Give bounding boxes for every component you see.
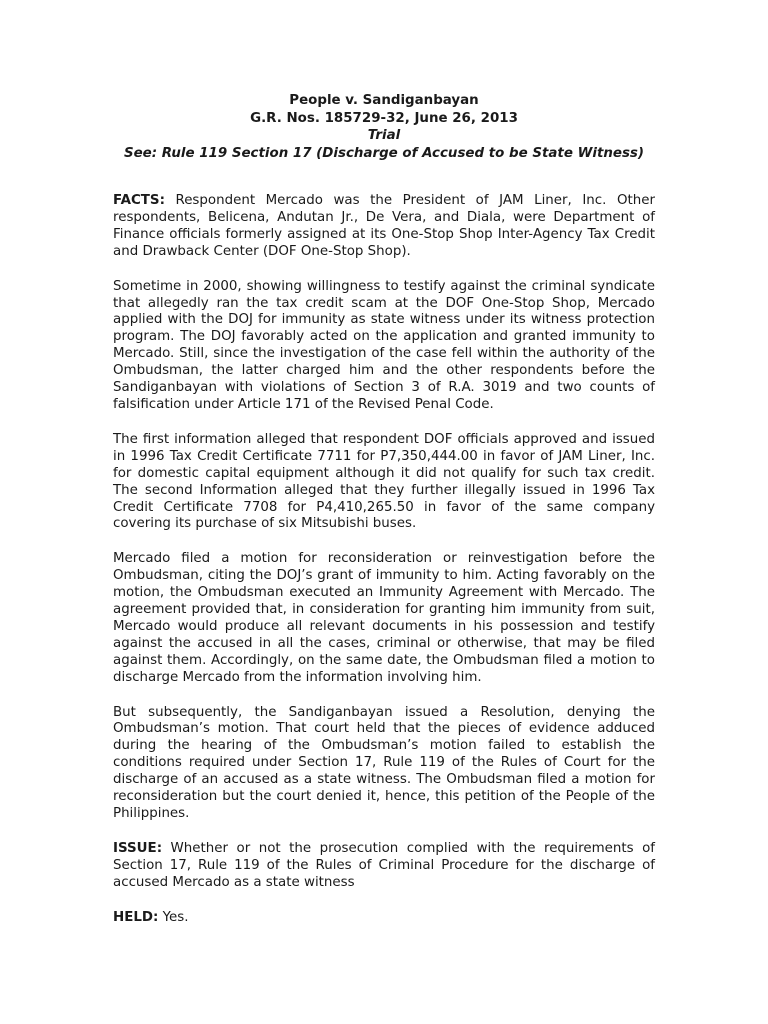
case-header — [0, 92, 768, 162]
facts-paragraph-2: Sometime in 2000, showing willingness to testify against the criminal syndicate that allegedly ran the tax credit scam at the DOF One-Stop Shop, Mercado applied with the DOJ for immunity as state witness under its witness protection program. The DOJ favorably acted on the application and granted immunity to Mercado. Still, since the investigation of the case fell within the authority of the Ombudsman, the latter charged him and the other respondents before the Sandiganbayan with violations of Section 3 of R.A. 3019 and two counts of falsification under Article 171 of the Revised Penal Code. — [113, 278, 655, 412]
case-topic: Trial — [367, 128, 401, 143]
case-title: People v. Sandiganbayan — [289, 93, 479, 108]
issue-paragraph — [113, 841, 655, 892]
issue-text: Whether or not the prosecution complied with the requirements of Section 17, Rule 119 of the Rules of Criminal Procedure for the discharge of accused Mercado as a state witness — [113, 840, 655, 890]
facts-text: Respondent Mercado was the President of JAM Liner, Inc. Other respondents, Belicena, Andutan Jr., De Vera, and Diala, were Department of Finance officials formerly assigned at its One-Stop Shop Inter-Agency Tax Credit and Drawback Center (DOF One-Stop Shop). — [113, 193, 655, 259]
case-reference: See: Rule 119 Section 17 (Discharge of Accused to be State Witness) — [123, 145, 645, 161]
held-label: HELD: — [113, 909, 159, 925]
document-body — [113, 193, 655, 945]
facts-paragraph-3: The first information alleged that respondent DOF officials approved and issued in 1996 Tax Credit Certificate 7711 for P7,350,444.00 in favor of JAM Liner, Inc. for domestic capital equipment although it did not qualify for such tax credit. The second Information alleged that they further illegally issued in 1996 Tax Credit Certificate 7708 for P4,410,265.50 in favor of the same company covering its purchase of six Mitsubishi buses. — [113, 431, 655, 532]
case-number: G.R. Nos. 185729-32, June 26, 2013 — [250, 110, 518, 126]
held-text: Yes. — [158, 909, 189, 925]
issue-label: ISSUE: — [113, 840, 163, 856]
held-paragraph — [113, 910, 655, 927]
facts-paragraph — [113, 193, 655, 261]
facts-label: FACTS: — [113, 193, 165, 208]
facts-paragraph-4: Mercado filed a motion for reconsideration or reinvestigation before the Ombudsman, citing the DOJ’s grant of immunity to him. Acting favorably on the motion, the Ombudsman executed an Immunity Agreement with Mercado. The agreement provided that, in consideration for granting him immunity from suit, Mercado would produce all relevant documents in his possession and testify against the accused in all the cases, criminal or otherwise, that may be filed against them. Accordingly, on the same date, the Ombudsman filed a motion to discharge Mercado from the information involving him. — [113, 551, 655, 685]
facts-paragraph-5: But subsequently, the Sandiganbayan issued a Resolution, denying the Ombudsman’s motion. That court held that the pieces of evidence adduced during the hearing of the Ombudsman’s motion failed to establish the conditions required under Section 17, Rule 119 of the Rules of Court for the discharge of an accused as a state witness. The Ombudsman filed a motion for reconsideration but the court denied it, hence, this petition of the People of the Philippines. — [113, 704, 655, 821]
